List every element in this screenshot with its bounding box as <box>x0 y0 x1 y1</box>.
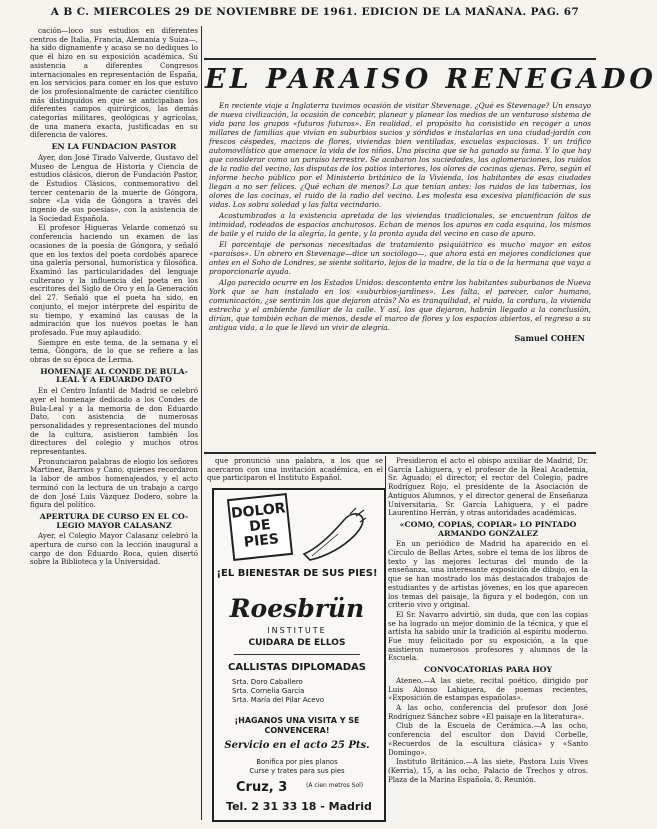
ad-care: CUIDARA DE ELLOS <box>248 638 346 648</box>
ad-bonus: Bonifica por pies planos Curse y trates para sus pies <box>249 758 345 775</box>
section-heading: APERTURA DE CURSO EN EL CO-LEGIO MAYOR CALASANZ <box>39 511 189 530</box>
ad-near: (A cien metros Sol) <box>306 782 364 789</box>
ad-phone: Tel. 2 31 33 18 - Madrid <box>226 800 372 813</box>
article-paragraph: Acostumbrados a la existencia apretada de las viviendas tradicionales, se encuentran faltos de intimidad, rodeados de espacios anchurosos. Echan de menos los apuros en cada esquina, los mismos de baile y el ruido de la alegría, la gente, y la pronta ayuda del vecino en caso de apuro. <box>209 211 591 238</box>
ad-address: Cruz, 3 <box>236 780 288 795</box>
section-heading: EN LA FUNDACION PASTOR <box>51 142 177 152</box>
paragraph: El profesor Higueras Velarde comenzó su conferencia haciendo un examen de las ocasiones de la poesía de Góngora, y señaló que en los textos del poeta cordobés aparece una galería personal, humorística y filosófica. Examinó las particularidades del lenguaje culterano y la influencia del poeta en los escritores del Siglo de Oro y en la Generación del 27. Señaló que el poeta ha sido, en conjunto, el mejor intérprete del espíritu de su tiempo, y examinó las causas de la admiración que los nuevos poetas le han profesado. Fue muy aplaudido. <box>30 223 198 337</box>
foot-pain-stamp: DOLOR DE PIES <box>227 493 293 561</box>
paragraph: El Sr. Navarro advirtió, sin duda, que con las copias se ha logrado un mejor dominio de la técnica, y que el artista ha sabido unir la tradición al espíritu moderno. Fue muy felicitado por su exposición, a la que asistieron numerosos profesores y alumnos de la Escuela. <box>388 609 588 663</box>
paragraph: Pronunciaron palabras de elogio los señores Martínez, Barrios y Cano, quienes recordaron la labor de ambos homenajeados, y el acto terminó con la lectura de un trabajo a cargo de don José Luis Vázquez Dodero, sobre la figura del político. <box>30 456 198 510</box>
article-title: EL PARAISO RENEGADO <box>205 64 657 95</box>
foot-illustration-icon <box>298 504 368 564</box>
paragraph: Ayer, el Colegio Mayor Calasanz celebró la apertura de curso con la lección inaugural a cargo de don Eduardo Roca, quien disertó sobre la Biblioteca y la Universidad. <box>30 531 198 567</box>
ad-staff-item: Srta. Doro Caballero <box>232 678 303 686</box>
paragraph: que pronunció una palabra, a los que se acercaron con una invitación académica, en el que participaron el Instituto Español. <box>207 456 383 483</box>
paragraph: Presidieron el acto el obispo auxiliar de Madrid, Dr. García Lahiguera, y el profesor de la Real Academia, Sr. Aguado; el director, el rector del Colegio, padre Rodríguez Rojo, el presidente de la Asociación de Antiguos Alumnos, y el director general de Enseñanza Universitaria, Sr. García Lahiguera, y el padre Laurentino Herrán, y otras autoridades académicas. <box>388 456 588 518</box>
paragraph: Club de la Escuela de Cerámica.—A las ocho, conferencia del escultor don David Corbelle, «Recuerdos de la escultura clásica» y «Santo Domingo». <box>388 721 588 757</box>
paragraph: A las ocho, conferencia del profesor don José Rodríguez Sánchez sobre «El paisaje en la literatura». <box>388 702 588 721</box>
section-heading: HOMENAJE AL CONDE DE BULA-LEAL Y A EDUARDO DATO <box>40 366 188 385</box>
ad-staff-item: Srta. Cornelia Garcia <box>232 687 305 695</box>
article-bottom-rule <box>204 452 596 454</box>
ad-visit: ¡HAGANOS UNA VISITA Y SE CONVENCERA! <box>234 716 360 735</box>
ad-staff-list <box>232 678 372 705</box>
page-header: A B C. MIERCOLES 29 DE NOVIEMBRE DE 1961. EDICION DE LA MAÑANA. PAG. 67 <box>50 6 580 18</box>
right-column <box>388 457 588 819</box>
left-column <box>30 27 198 819</box>
paragraph: Instituto Británico.—A las siete, Pastora Luis Vives (Kerria), 15, a las ocho, Palacio de Trechos y otros. Plaza de la Marina Española, 8. Reunión. <box>388 757 588 784</box>
section-heading: «COMO, COPIAS, COPIAR» LO PINTADO ARMANDO GONZALEZ <box>399 519 577 538</box>
ad-institute: INSTITUTE <box>267 626 327 635</box>
column-divider <box>201 26 202 820</box>
article-paragraph: En reciente viaje a Inglaterra tuvimos ocasión de visitar Stevenage. ¿Qué es Stevenage? Un ensayo de nueva civilización, la ocasión de concebir, planear y planear los medios de un venturoso sistema de vida para los grupos «futuros futuros». En realidad, el propósito ha consistido en recoger a unos millares de familias que vivían en suburbios sucios y sórdidos e instalarlas en una ciudad-jardín con frescos céspedes, macizos de flores, viviendas bien ventiladas, escuelas espaciosas. Y un tráfico automovilístico que amenace la vida de los niños. Una piscina que se ha ganado su fama. Y lo que hay que considerar como un paraíso terrestre. Se acabaron los suciedades, las aglomeraciones, los ruidos de la radio del vecino, las disputas de los patios interiores, los olores de cocinas ajenas. Pero, según el informe hecho público por el Ministerio británico de la Vivienda, los habitantes de esas ciudades llegan a no ser felices. ¿Qué echan de menos? Lo que tenían antes: los ruidos de las tabernas, los olores de las cocinas, el ruido de la radio del vecino. Les molesta esa excesiva planificación de sus vidas. Los sobra soledad y las falta vecindario. <box>209 101 591 209</box>
article-paragraph: Algo parecido ocurre en los Estados Unidos: descontento entre los habitantes suburbanos de Nueva York que se han instalado en los «suburbios-jardines». Les falta, el parecer, calor humano, comunicación, ¿se sentirán los que dejaron atrás? No es tranquilidad, el ruido, la cordura, la vivienda estrecha y el ambiente familiar de la calle. Y así, los que dejaron, habrán llegado a la conclusión, dirían, que también echan de menos, desde el marco de flores y los espacios abiertos, el regreso a su antigua vida, a lo que le llevó un vivir de alegría. <box>209 278 591 332</box>
paragraph: En el Centro Infantil de Madrid se celebró ayer el homenaje dedicado a los Condes de Bula-Leal y a la memoria de don Eduardo Dato, con asistencia de numerosas personalidades y representaciones del mundo de la cultura, asistieron también los directores del colegio y muchos otros representantes. <box>30 386 198 457</box>
paragraph: cación—loco sus estudios en diferentes centros de Italia, Francia, Alemania y Suiza—, ha sido dignamente y acaso se no dediques lo que él hizo en su exposición académica. Su asistencia a diferentes Congresos internacionales en representación de España, en los servicios para comer en los que estuvo de los profesionalmente de carácter científico más distinguidos en que se anticipaban los diferentes campos quirúrgicos, las demás categorías militares, geológicas y agrícolas, de una manera exacta, justificadas en su diferencia de valores. <box>30 26 198 140</box>
featured-article <box>205 60 657 448</box>
section-heading: CONVOCATORIAS PARA HOY <box>423 665 553 675</box>
article-signature: Samuel COHEN <box>514 333 585 343</box>
ad-tagline: ¡EL BIENESTAR DE SUS PIES! <box>216 568 378 579</box>
paragraph: Ateneo.—A las siete, recital poético, dirigido por Luis Alonso Lahiguera, de poemas recientes, «Exposición de estampas españolas». <box>388 675 588 703</box>
advertisement-roesbrun <box>212 488 386 822</box>
ad-service-price: Servicio en el acto 25 Pts. <box>224 740 370 751</box>
paragraph: En un periódico de Madrid ha aparecido en el Círculo de Bellas Artes, sobre el tema de los libros de texto y las mejores lecturas del mundo de la enseñanza, una interesante exposición de dibujo, en la que se han mostrado los más destacados trabajos de estudiantes y de artistas jóvenes, en los que aparecen los temas del paisaje, la figura y el bodegón, con un criterio vivo y original. <box>388 539 588 610</box>
middle-column-text <box>207 457 383 483</box>
ad-rule <box>234 654 360 655</box>
ad-callistas: CALLISTAS DIPLOMADAS <box>227 662 366 673</box>
article-paragraph: El porcentaje de personas necesitadas de tratamiento psiquiátrico es mucho mayor en estos «paraísos». Un obrero en Stevenage—dice un sociólogo—, que ahora está en mejores condiciones que antes en el Soho de Londres, se siente solitario, lejos de la madre, de la tía o de la hermana que vaya a proporcionarle ayuda. <box>209 240 591 276</box>
paragraph: Ayer, don José Tirado Valverde, Gustavo del Museo de Lengua de Historia y Ciencia de estudios clásicos, dieron de Fundación Pastor, de Estudios Clásicos, conmemorativo del tercer centenario de la muerte de Góngora, sobre «La vida de Góngora a través del ingenio de sus poesías», con la asistencia de la Sociedad Española. <box>30 152 198 223</box>
paragraph: Siempre en este tema, de la semana y el tema, Góngora, de lo que se refiere a las obras de su época de Lerma. <box>30 337 198 365</box>
ad-staff-item: Srta. María del Pilar Acevo <box>232 696 324 704</box>
ad-brand: Roesbrün <box>229 594 365 623</box>
